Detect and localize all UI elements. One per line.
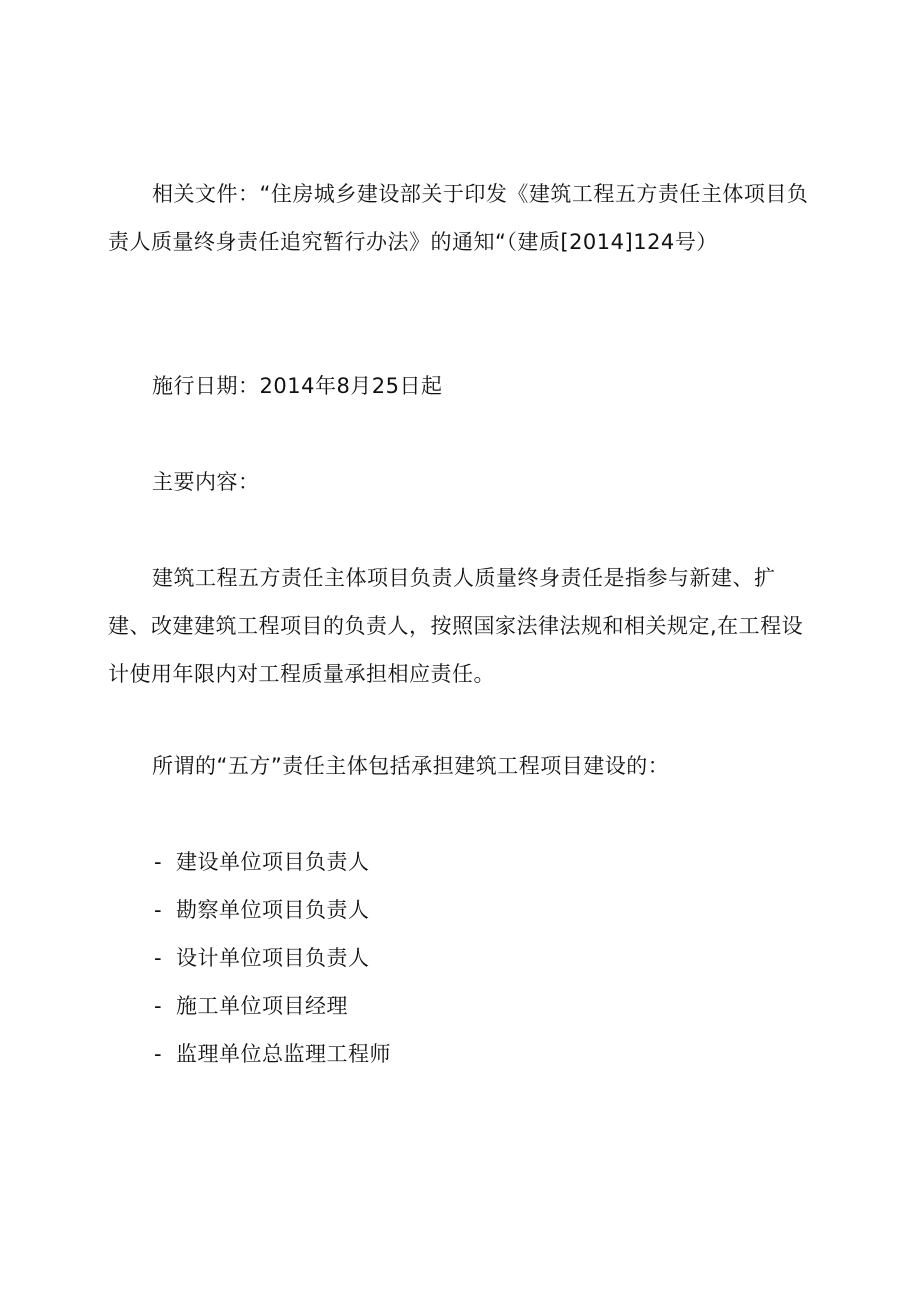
list-item-text: 勘察单位项目负责人 — [176, 898, 370, 922]
list-item-text: 建设单位项目负责人 — [176, 850, 370, 874]
list-marker: - — [154, 898, 163, 922]
list-item — [154, 1030, 391, 1078]
effective-date-paragraph: 施行日期：2014年8月25日起 — [152, 374, 443, 398]
list-marker: - — [154, 1042, 163, 1066]
list-marker: - — [154, 946, 163, 970]
five-parties-list — [154, 838, 391, 1078]
list-item — [154, 982, 391, 1030]
main-content-heading: 主要内容： — [152, 470, 260, 494]
main-content-paragraph: 建筑工程五方责任主体项目负责人质量终身责任是指参与新建、扩建、改建建筑工程项目的负责人，按照国家法律法规和相关规定,在工程设计使用年限内对工程质量承担相应责任。 — [108, 566, 804, 686]
list-marker: - — [154, 850, 163, 874]
list-item — [154, 886, 391, 934]
list-item — [154, 838, 391, 886]
list-item-text: 施工单位项目经理 — [176, 994, 348, 1018]
list-marker: - — [154, 994, 163, 1018]
related-files-paragraph: 相关文件：“住房城乡建设部关于印发《建筑工程五方责任主体项目负责人质量终身责任追究暂行办法》的通知“（建质[2014]124号） — [108, 182, 809, 254]
five-parties-intro: 所谓的“五方”责任主体包括承担建筑工程项目建设的： — [152, 754, 670, 778]
list-item — [154, 934, 391, 982]
list-item-text: 监理单位总监理工程师 — [176, 1042, 391, 1066]
list-item-text: 设计单位项目负责人 — [176, 946, 370, 970]
